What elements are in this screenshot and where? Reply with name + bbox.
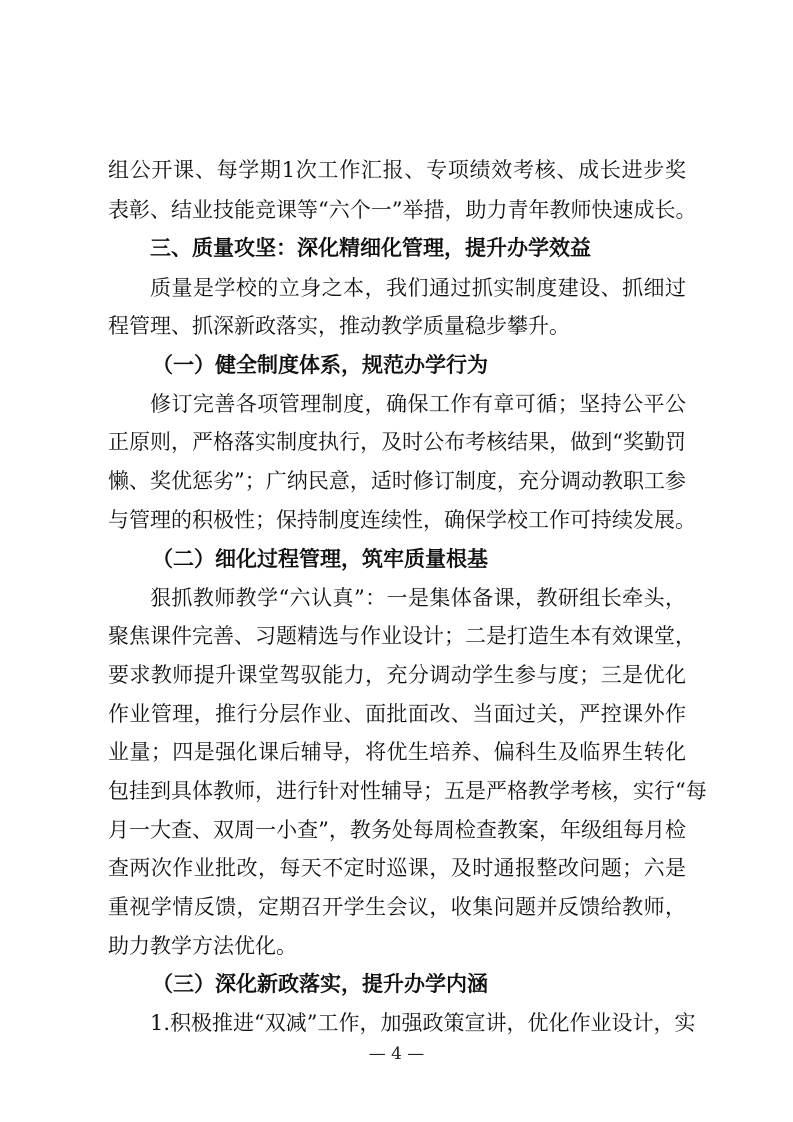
subsection-heading: （一）健全制度体系，规范办学行为 bbox=[152, 352, 488, 377]
body-text-line: 与管理的积极性；保持制度连续性，确保学校工作可持续发展。 bbox=[108, 508, 696, 532]
body-text-line: 狠抓教师教学“六认真”：一是集体备课，教研组长牵头， bbox=[150, 586, 686, 610]
subsection-heading: （二）细化过程管理，筑牢质量根基 bbox=[152, 546, 488, 571]
body-text-line: 表彰、结业技能竞课等“六个一”举措，助力青年教师快速成长。 bbox=[108, 198, 697, 222]
body-text-line: 要求教师提升课堂驾驭能力，充分调动学生参与度；三是优化 bbox=[108, 663, 686, 687]
body-text-line: 查两次作业批改，每天不定时巡课，及时通报整改问题；六是 bbox=[108, 856, 686, 880]
subsection-heading: （三）深化新政落实，提升办学内涵 bbox=[152, 971, 488, 996]
body-text-line: 程管理、抓深新政落实，推动教学质量稳步攀升。 bbox=[108, 314, 570, 338]
body-text-line: 质量是学校的立身之本，我们通过抓实制度建设、抓细过 bbox=[150, 276, 686, 300]
body-text-line: 正原则，严格落实制度执行，及时公布考核结果，做到“奖勤罚 bbox=[108, 430, 686, 454]
body-text-line: 1.积极推进“双减”工作，加强政策宣讲，优化作业设计，实 bbox=[150, 1011, 696, 1035]
body-text-line: 包挂到具体教师，进行针对性辅导；五是严格教学考核，实行“每 bbox=[108, 779, 707, 803]
body-text-line: 月一大查、双周一小查”，教务处每周检查教案，年级组每月检 bbox=[108, 818, 686, 842]
body-text-line: 重视学情反馈，定期召开学生会议，收集问题并反馈给教师， bbox=[108, 895, 686, 919]
section-heading: 三、质量攻坚：深化精细化管理，提升办学效益 bbox=[150, 235, 591, 260]
body-text-line: 修订完善各项管理制度，确保工作有章可循；坚持公平公 bbox=[150, 392, 686, 416]
page-number: — 4 — bbox=[368, 1044, 425, 1064]
body-text-line: 懒、奖优惩劣”；广纳民意，适时修订制度，充分调动教职工参 bbox=[108, 469, 686, 493]
body-text-line: 作业管理，推行分层作业、面批面改、当面过关，严控课外作 bbox=[108, 702, 686, 726]
body-text-line: 聚焦课件完善、习题精选与作业设计；二是打造生本有效课堂， bbox=[108, 624, 696, 648]
body-text-line: 助力教学方法优化。 bbox=[108, 934, 297, 958]
body-text-line: 业量；四是强化课后辅导，将优生培养、偏科生及临界生转化 bbox=[108, 740, 686, 764]
body-text-line: 组公开课、每学期1次工作汇报、专项绩效考核、成长进步奖 bbox=[108, 158, 686, 182]
